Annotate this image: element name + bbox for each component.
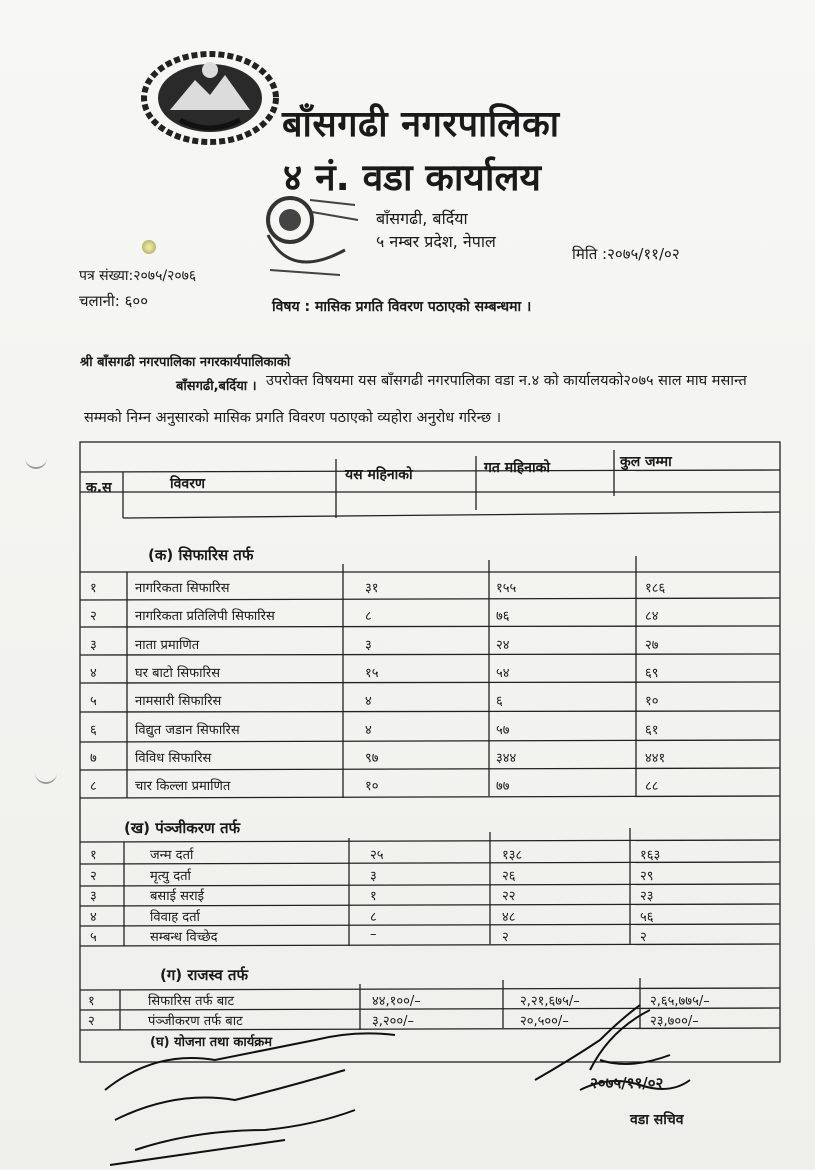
row-description: विविध सिफारिस [135, 750, 212, 766]
row-sn: २ [90, 868, 97, 884]
row-sn: ५ [90, 930, 97, 945]
reference-number: पत्र संख्या:२०७५/२०७६ [79, 268, 197, 284]
row-last-month: ३४४ [496, 750, 517, 766]
row-sn: २ [88, 1014, 95, 1029]
letter-subject: विषय : मासिक प्रगति विवरण पठाएको सम्बन्धमा । [272, 299, 532, 315]
row-this-month: ४ [365, 722, 372, 738]
row-total: ५६ [640, 909, 654, 925]
row-description: मृत्यु दर्ता [150, 868, 191, 884]
row-total: २,६५,७७५/– [650, 994, 710, 1009]
row-sn: ३ [90, 889, 97, 904]
recipient-line-2: बाँसगढी,बर्दिया । [176, 379, 257, 394]
row-this-month: ८ [365, 609, 372, 625]
row-this-month: ३१ [365, 581, 379, 596]
row-this-month: ९७ [365, 750, 379, 766]
section-title: (ग) राजस्व तर्फ [160, 966, 249, 984]
dispatch-number: चलानी: ६०० [79, 292, 149, 310]
row-total: ४४१ [645, 750, 666, 766]
row-this-month: ४४,१००/– [372, 994, 421, 1009]
row-description: सम्बन्ध विच्छेद [150, 930, 218, 945]
row-last-month: १३८ [502, 848, 523, 863]
row-description: घर बाटो सिफारिस [135, 665, 220, 681]
row-last-month: ६ [496, 694, 503, 710]
section-title: (क) सिफारिस तर्फ [148, 546, 254, 564]
row-this-month: १० [365, 779, 379, 795]
header-description: विवरण [170, 476, 206, 492]
row-total: ६१ [645, 722, 659, 738]
header-sn: क.स [86, 480, 112, 496]
row-total: २३ [640, 889, 654, 904]
ward-office-title: ४ नं. वडा कार्यालय [283, 156, 542, 199]
body-line-1: उपरोक्त विषयमा यस बाँसगढी नगरपालिका वडा न.४ को कार्यालयको२०७५ साल माघ मसान्त [266, 373, 747, 389]
section-title: (घ) योजना तथा कार्यक्रम [150, 1035, 273, 1050]
row-total: ८८ [645, 779, 659, 795]
row-this-month: ८ [370, 909, 377, 925]
row-description: विवाह दर्ता [150, 909, 200, 925]
signatory-title: वडा सचिव [630, 1112, 684, 1128]
row-total: १० [645, 694, 659, 710]
row-description: विद्युत जडान सिफारिस [135, 722, 240, 738]
header-total: कुल जम्मा [620, 454, 672, 470]
row-this-month: – [370, 927, 377, 942]
row-total: २७ [645, 637, 659, 653]
row-description: पंञ्जीकरण तर्फ बाट [148, 1014, 243, 1029]
row-sn: १ [90, 581, 97, 596]
row-sn: १ [88, 994, 95, 1009]
row-last-month: २६ [502, 868, 516, 884]
row-total: १८६ [645, 581, 666, 596]
row-last-month: २ [502, 930, 509, 945]
letter-date: मिति :२०७५/११/०२ [572, 245, 680, 263]
row-total: १६३ [640, 848, 661, 863]
row-sn: १ [90, 848, 97, 863]
row-sn: ७ [90, 750, 97, 766]
row-sn: ५ [90, 694, 97, 710]
row-last-month: ५७ [496, 722, 510, 738]
row-last-month: ५४ [496, 665, 510, 681]
row-this-month: २५ [370, 848, 384, 863]
row-this-month: १५ [365, 665, 379, 681]
row-last-month: ७६ [496, 609, 510, 625]
row-description: बसाई सराई [150, 889, 204, 904]
address-line-1: बाँसगढी, बर्दिया [376, 209, 468, 228]
row-description: नामसारी सिफारिस [135, 694, 222, 710]
row-total: २९ [640, 868, 654, 884]
row-last-month: २२ [502, 889, 516, 904]
signature-date: २०७५/११/०२ [590, 1074, 664, 1092]
address-line-2: ५ नम्बर प्रदेश, नेपाल [376, 232, 496, 251]
row-description: चार किल्ला प्रमाणित [135, 779, 231, 795]
row-this-month: ४ [365, 694, 372, 710]
handwritten-note [95, 1030, 425, 1170]
row-sn: ३ [90, 637, 97, 653]
recipient-line-1: श्री बाँसगढी नगरपालिका नगरकार्यपालिकाको [80, 355, 291, 370]
signature-icon [530, 1000, 700, 1110]
row-sn: ४ [90, 909, 97, 925]
row-total: ८४ [645, 609, 659, 625]
header-this-month: यस महिनाको [345, 467, 413, 483]
office-name: बाँसगढी नगरपालिका [282, 104, 560, 145]
row-this-month: १ [370, 889, 377, 904]
row-sn: ६ [90, 722, 97, 738]
row-total: २३,७००/– [650, 1014, 699, 1029]
row-this-month: ३,२००/– [372, 1014, 415, 1029]
row-total: ६९ [645, 665, 659, 681]
row-last-month: २०,५००/– [520, 1014, 569, 1029]
row-description: सिफारिस तर्फ बाट [148, 994, 235, 1009]
row-sn: ४ [90, 665, 97, 681]
row-sn: ८ [90, 779, 97, 795]
row-last-month: २४ [496, 637, 510, 653]
row-this-month: ३ [370, 868, 377, 884]
body-line-2: सम्मको निम्न अनुसारको मासिक प्रगति विवरण पठाएको व्यहोरा अनुरोध गरिन्छ । [84, 410, 502, 426]
row-last-month: १५५ [496, 581, 517, 596]
row-sn: २ [90, 609, 97, 625]
section-title: (ख) पंञ्जीकरण तर्फ [124, 819, 241, 837]
row-last-month: ७७ [496, 779, 510, 795]
row-last-month: २,२१,६७५/– [520, 994, 580, 1009]
row-last-month: ४८ [502, 909, 516, 925]
row-description: जन्म दर्ता [150, 848, 194, 863]
header-last-month: गत महिनाको [484, 460, 550, 476]
row-total: २ [640, 930, 647, 945]
row-description: नागरिकता प्रतिलिपी सिफारिस [135, 609, 275, 625]
row-this-month: ३ [365, 637, 372, 653]
row-description: नागरिकता सिफारिस [135, 581, 230, 596]
row-description: नाता प्रमाणित [135, 637, 200, 653]
